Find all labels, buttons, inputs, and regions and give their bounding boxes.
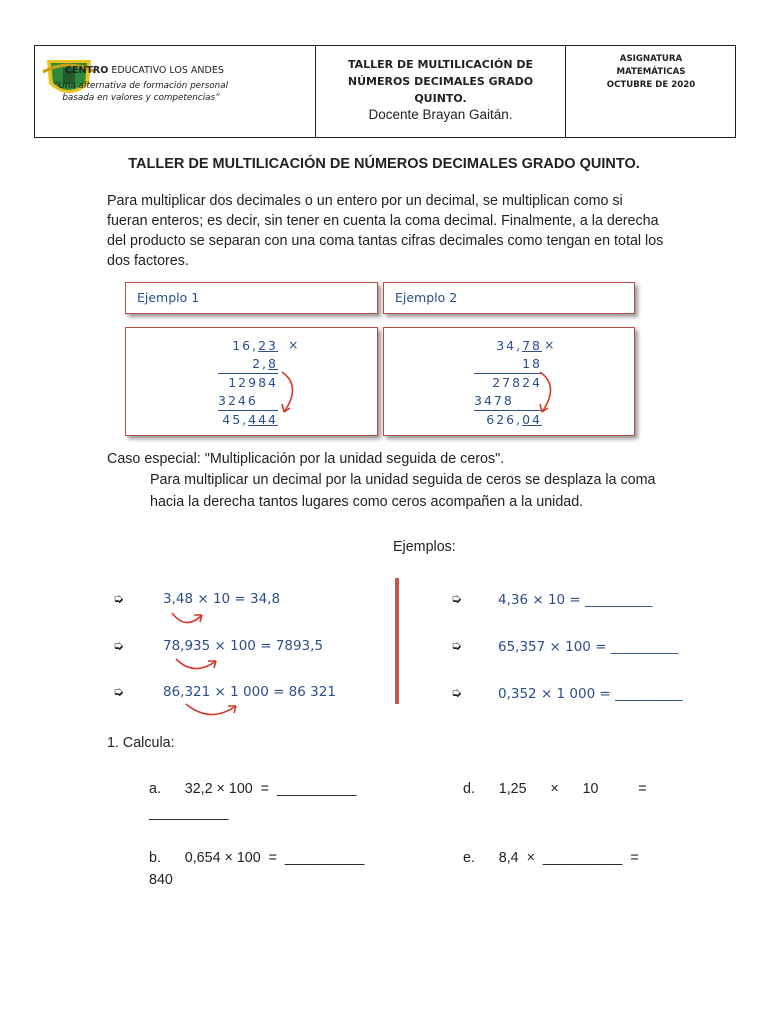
arrow-bullet-icon: ➭ [451,591,462,606]
left-example-3: 86,321 × 1 000 = 86 321 [163,684,336,700]
exercise-e: e. 8,4 × __________ = [463,850,639,866]
example2-partial2: 3478 [474,392,542,411]
arrow-bullet-icon: ➭ [113,591,124,606]
exercise-b: b. 0,654 × 100 = __________ [149,850,365,866]
example1-label-box [125,282,378,314]
example2-result: 626,04 [486,412,542,427]
comma-shift-arrow [182,700,242,724]
example2-factor1: 34,78 [496,338,542,353]
example2-arrow [534,368,564,418]
special-case-text: Para multiplicar un decimal por la unidad seguida de ceros se desplaza la coma hacia la derecha tantos lugares como ceros acompañen a la unidad. [150,472,656,510]
example2-box [383,327,635,436]
example2-label-box [383,282,635,314]
subject-cell [566,46,736,137]
example1-box [125,327,378,436]
exercise-title: 1. Calcula: [107,735,175,751]
exercise-a: a. 32,2 × 100 = __________ [149,781,357,797]
right-example-1: 4,36 × 10 = __________ [498,592,653,608]
arrow-bullet-icon: ➭ [113,638,124,653]
school-name: CENTRO EDUCATIVO LOS ANDES [65,65,224,76]
right-example-2: 65,357 × 100 = __________ [498,639,679,655]
page-title: TALLER DE MULTILICACIÓN DE NÚMEROS DECIMALES GRADO QUINTO. [128,156,640,172]
special-case-heading: Caso especial: "Multiplicación por la unidad seguida de ceros". [107,451,505,467]
example1-label: Ejemplo 1 [137,290,200,305]
example2-multiplication [474,337,542,429]
example1-factor1: 16,23 [232,338,278,353]
left-example-1: 3,48 × 10 = 34,8 [163,591,281,607]
example1-factor2: 2,8 [218,355,278,374]
exercise-d: d. 1,25 × 10 = [463,781,647,797]
school-cell [35,46,316,137]
example2-partial1: 27824 [492,375,542,390]
examples-divider [395,578,399,704]
example1-partial2: 3246 [218,392,278,411]
comma-shift-arrow [168,609,208,631]
subject-info: ASIGNATURA MATEMÁTICAS OCTUBRE DE 2020 [606,54,696,90]
example2-factor2: 18 [474,355,542,374]
exercise-a-continued: __________ [149,805,229,821]
school-slogan: “Una alternativa de formación personal basada en valores y competencias” [53,81,229,103]
example2-label: Ejemplo 2 [395,290,458,305]
intro-paragraph: Para multiplicar dos decimales o un entero por un decimal, se multiplican como si fueran enteros; es decir, sin tener en cuenta la coma decimal. Finalmente, a la derecha del producto se separan con una coma tantas cifras decimales como tengan en total los dos factores. [107,193,664,269]
example1-times-sign: × [288,337,301,352]
left-example-2: 78,935 × 100 = 7893,5 [163,638,324,654]
workshop-title: TALLER DE MULTILICACIÓN DE NÚMEROS DECIMALES GRADO QUINTO. [347,58,534,105]
header-table [34,45,736,138]
example1-partial1: 12984 [228,375,278,390]
workshop-cell [316,46,566,137]
comma-shift-arrow [172,655,222,677]
right-example-3: 0,352 × 1 000 = __________ [498,686,683,702]
example2-times-sign: × [544,337,557,352]
arrow-bullet-icon: ➭ [451,638,462,653]
example1-arrow [276,368,306,418]
examples-label: Ejemplos: [393,539,456,555]
arrow-bullet-icon: ➭ [113,684,124,699]
example1-result: 45,444 [222,412,278,427]
arrow-bullet-icon: ➭ [451,685,462,700]
teacher-name: Docente Brayan Gaitán. [368,107,513,122]
exercise-b-continued: 840 [149,872,173,888]
example1-multiplication [218,337,278,429]
